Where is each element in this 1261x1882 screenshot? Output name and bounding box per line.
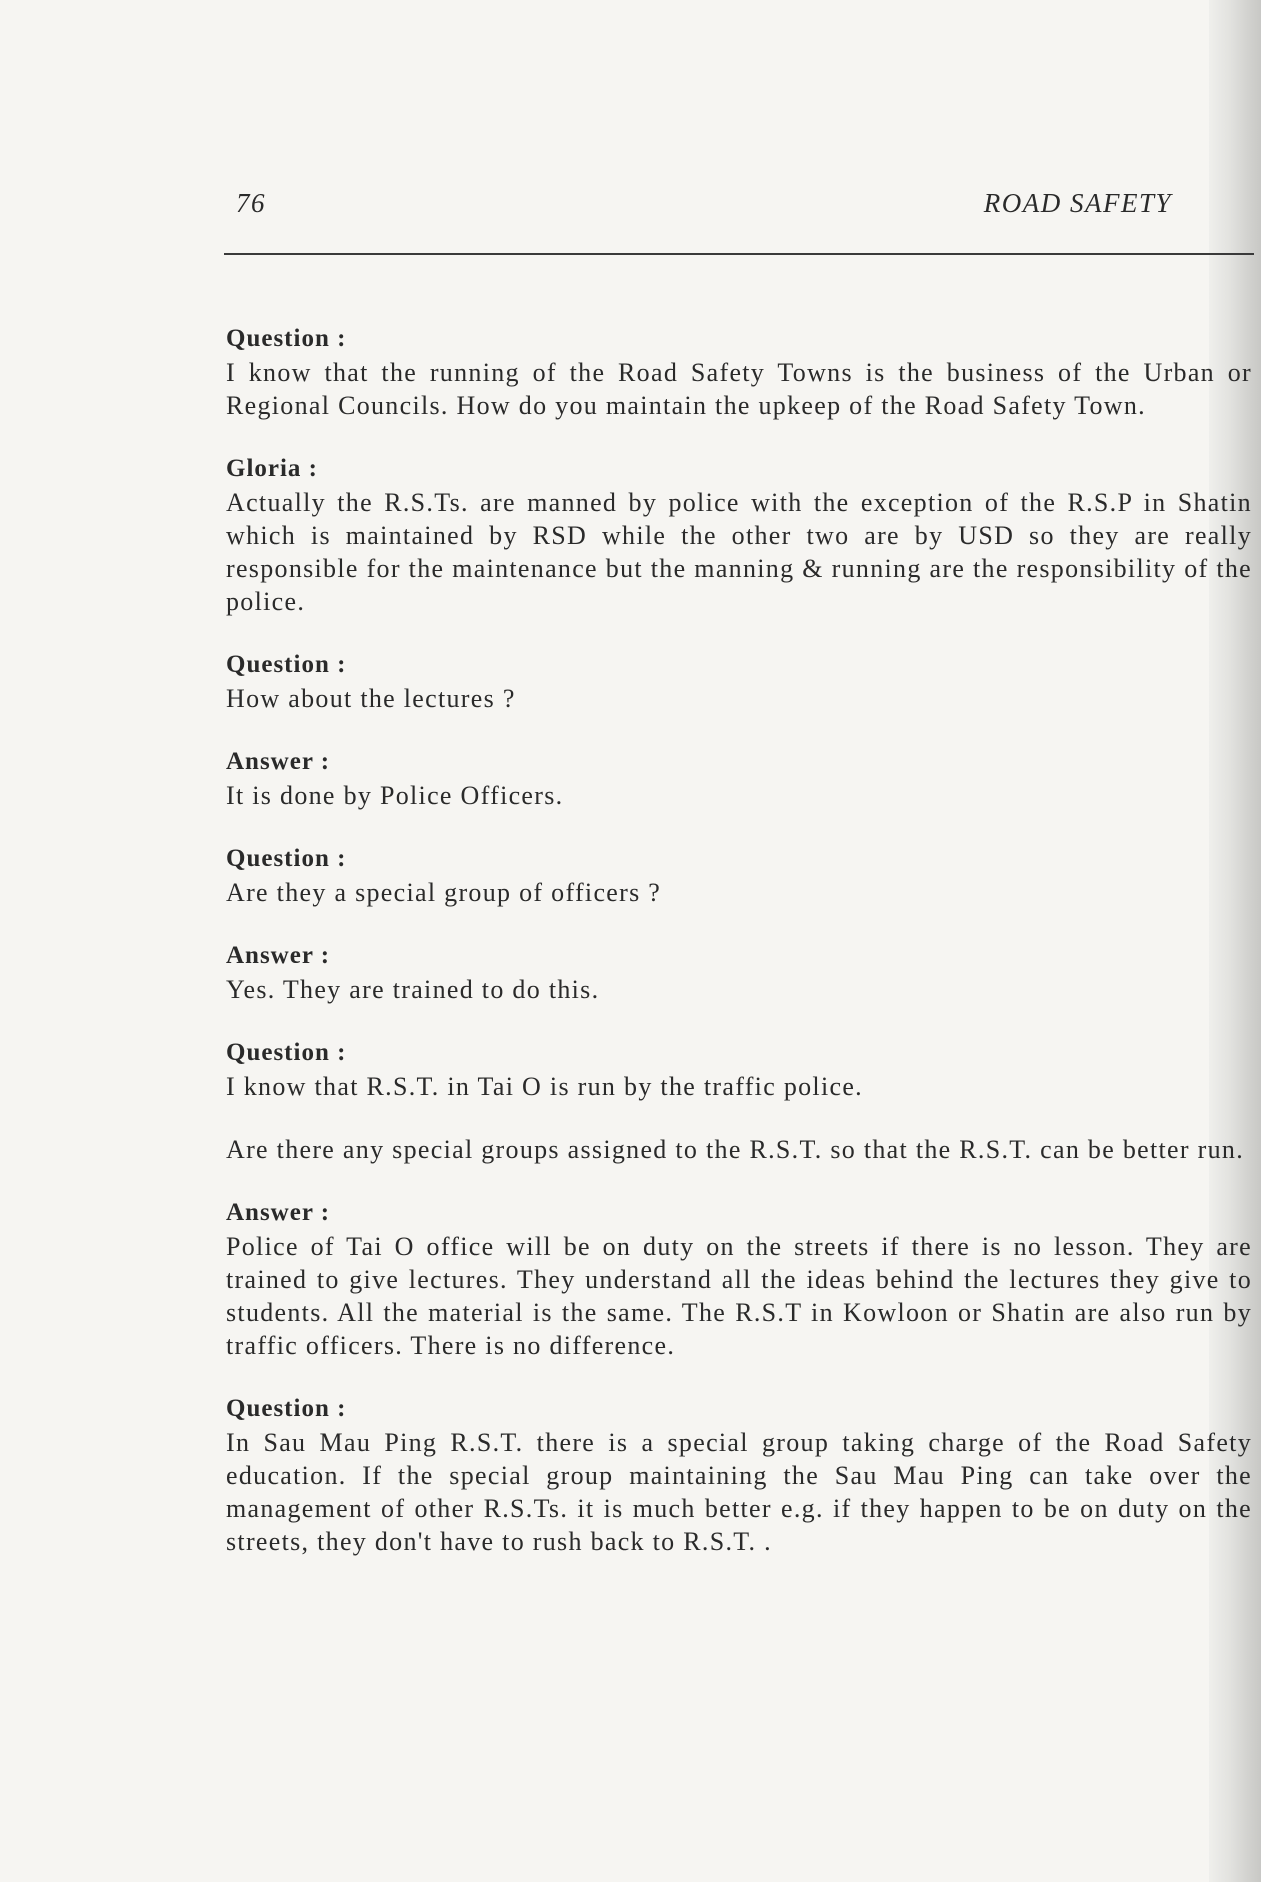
exchange-text: It is done by Police Officers.	[226, 781, 564, 810]
speaker-label: Gloria :	[226, 455, 319, 482]
speaker-label: Answer :	[226, 942, 331, 969]
speaker-label: Question :	[226, 845, 347, 872]
speaker-label: Question :	[226, 1039, 347, 1066]
exchange-7	[226, 1036, 1252, 1166]
section-title: ROAD SAFETY	[983, 188, 1172, 218]
speaker-label: Question :	[226, 1395, 347, 1422]
exchange-text: In Sau Mau Ping R.S.T. there is a special group taking charge of the Road Safety education. If the special group maintaining the Sau Mau Ping can take over the management of other R.S.Ts. it is much better e.g. if they happen to be on duty on the streets, they don't have to rush back to R.S.T. .	[226, 1428, 1252, 1556]
speaker-label: Answer :	[226, 1199, 331, 1226]
exchange-text: I know that the running of the Road Safety Towns is the business of the Urban or Regional Councils. How do you maintain the upkeep of the Road Safety Town.	[226, 358, 1252, 420]
speaker-label: Question :	[226, 325, 347, 352]
page-number: 76	[236, 188, 266, 218]
exchange-5	[226, 842, 1252, 909]
header-rule	[224, 253, 1254, 255]
exchange-text: Actually the R.S.Ts. are manned by police with the exception of the R.S.P in Shatin which is maintained by RSD while the other two are by USD so they are really responsible for the maintenance but the manning & running are the responsibility of the police.	[226, 488, 1252, 616]
speaker-label: Answer :	[226, 748, 331, 775]
exchange-9	[226, 1392, 1252, 1558]
exchange-text: Are there any special groups assigned to the R.S.T. so that the R.S.T. can be better run.	[226, 1135, 1245, 1164]
exchange-4	[226, 745, 1252, 812]
exchange-text: How about the lectures ?	[226, 684, 516, 713]
exchange-1	[226, 322, 1252, 422]
exchange-8	[226, 1196, 1252, 1362]
exchange-6	[226, 939, 1252, 1006]
speaker-label: Question :	[226, 651, 347, 678]
exchange-2	[226, 452, 1252, 618]
running-head	[236, 188, 1172, 228]
exchange-text: I know that R.S.T. in Tai O is run by the traffic police.	[226, 1072, 863, 1101]
exchange-text: Are they a special group of officers ?	[226, 878, 662, 907]
exchange-text: Yes. They are trained to do this.	[226, 975, 600, 1004]
exchange-3	[226, 648, 1252, 715]
interview-transcript	[226, 322, 1252, 1558]
exchange-text: Police of Tai O office will be on duty on the streets if there is no lesson. They are trained to give lectures. They understand all the ideas behind the lectures they give to students. All the material is the same. The R.S.T in Kowloon or Shatin are also run by traffic officers. There is no difference.	[226, 1232, 1252, 1360]
